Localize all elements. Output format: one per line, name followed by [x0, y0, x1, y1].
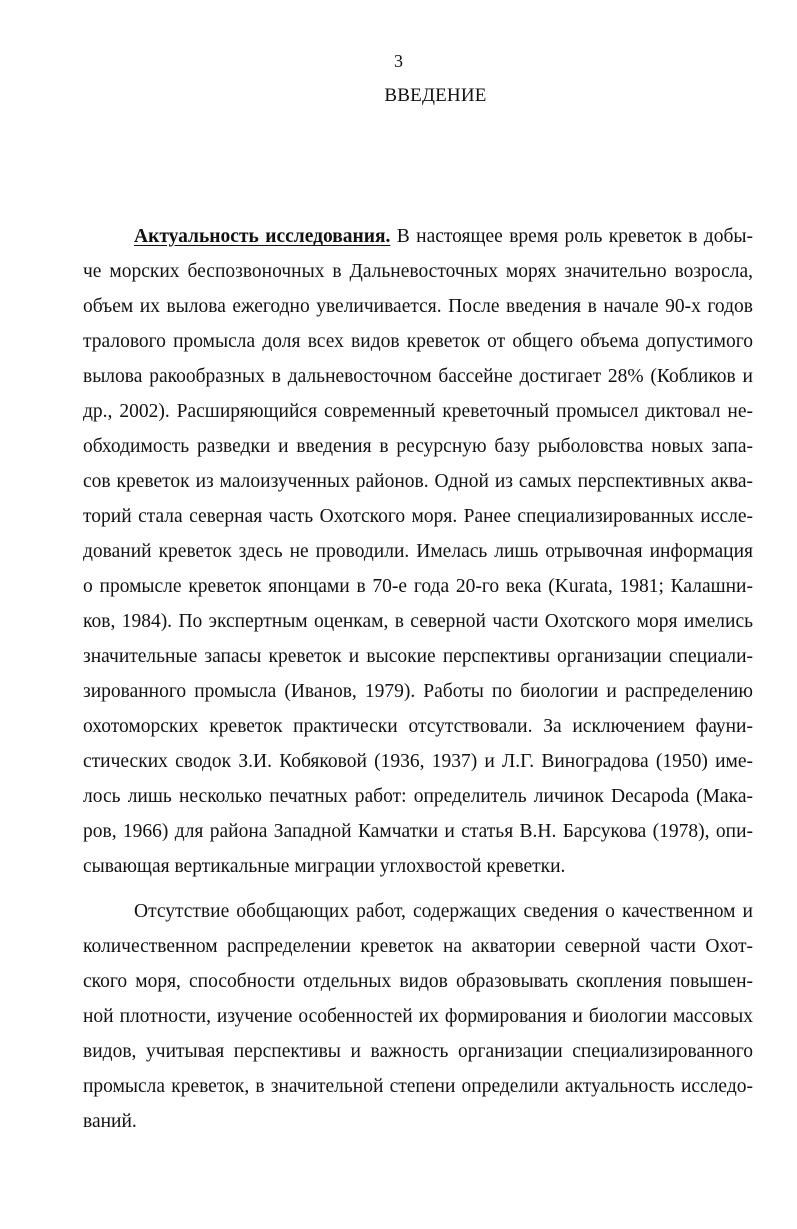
text-line: тралового промысла доля всех видов креветок от общего объема допустимого [83, 331, 753, 352]
text-line: зированного промысла (Иванов, 1979). Работы по биологии и распределению [83, 681, 753, 702]
lead-term: Актуальность исследования. [134, 226, 391, 247]
text-line: количественном распределении креветок на акватории северной части Охот- [83, 936, 753, 957]
section-heading: ВВЕДЕНИЕ [384, 85, 487, 106]
text-line: сов креветок из малоизученных районов. Одной из самых перспективных аква- [83, 471, 753, 492]
text-line: охотоморских креветок практически отсутствовали. За исключением фауни- [83, 716, 753, 737]
text-line: др., 2002). Расширяющийся современный креветочный промысел диктовал не- [83, 401, 753, 422]
line-text: В настоящее время роль креветок в добы- [390, 226, 753, 247]
text-line: стических сводок З.И. Кобяковой (1936, 1937) и Л.Г. Виноградова (1950) име- [83, 751, 753, 772]
text-line: дований креветок здесь не проводили. Имелась лишь отрывочная информация [83, 541, 753, 562]
text-line: ной плотности, изучение особенностей их формирования и биологии массовых [83, 1006, 753, 1027]
text-line: значительные запасы креветок и высокие перспективы организации специали- [83, 646, 753, 667]
text-line: обходимость разведки и введения в ресурсную базу рыболовства новых запа- [83, 436, 753, 457]
text-line: ского моря, способности отдельных видов образовывать скопления повышен- [83, 971, 753, 992]
text-line: че морских беспозвоночных в Дальневосточных морях значительно возросла, [83, 261, 753, 282]
text-line: торий стала северная часть Охотского моря. Ранее специализированных иссле- [83, 506, 753, 527]
text-line: Отсутствие обобщающих работ, содержащих сведения о качественном и [134, 901, 753, 922]
page-number: 3 [394, 51, 403, 71]
text-line: видов, учитывая перспективы и важность организации специализированного [83, 1041, 753, 1062]
text-line: сывающая вертикальные миграции углохвостой креветки. [83, 856, 566, 877]
text-line: вылова ракообразных в дальневосточном бассейне достигает 28% (Кобликов и [83, 366, 753, 387]
text-line: ваний. [83, 1111, 137, 1132]
text-line: объем их вылова ежегодно увеличивается. После введения в начале 90-х годов [83, 296, 753, 317]
text-line [134, 225, 753, 249]
text-line: лось лишь несколько печатных работ: определитель личинок Decapoda (Мака- [83, 786, 753, 807]
text-line: ров, 1966) для района Западной Камчатки и статья В.Н. Барсукова (1978), опи- [83, 821, 753, 842]
text-line: промысла креветок, в значительной степени определили актуальность исследо- [83, 1076, 753, 1097]
text-line: о промысле креветок японцами в 70-е года 20-го века (Kurata, 1981; Калашни- [83, 576, 753, 597]
text-line: ков, 1984). По экспертным оценкам, в северной части Охотского моря имелись [83, 611, 753, 632]
